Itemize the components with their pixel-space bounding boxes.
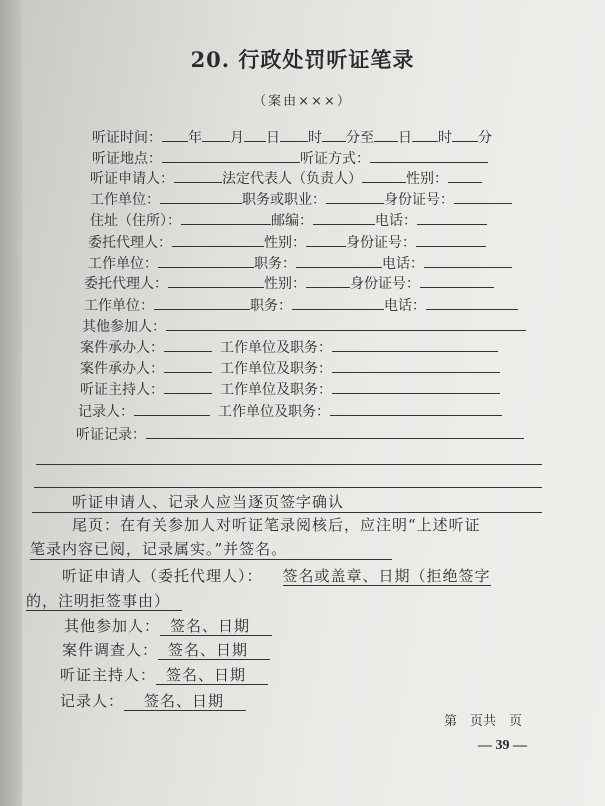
handler1-work-field[interactable] xyxy=(332,337,498,352)
hour-field[interactable] xyxy=(280,127,308,142)
page-count: 第 页共 页 xyxy=(444,714,523,729)
agent2-gender-field[interactable] xyxy=(306,273,350,288)
agent1-label: 委托代理人： xyxy=(88,235,172,251)
handler2-label: 案件承办人： xyxy=(80,361,164,377)
signature-field[interactable]: 签名、日期 xyxy=(156,666,268,685)
host-work-label: 工作单位及职务： xyxy=(220,382,332,398)
page-title: 20. 行政处罚听证笔录 xyxy=(190,47,415,72)
handler2-work-label: 工作单位及职务： xyxy=(220,361,332,377)
hour2-field[interactable] xyxy=(412,127,438,142)
minute2-field[interactable] xyxy=(452,127,478,142)
note-line-1-text: 听证申请人、记录人应当逐页签字确认 xyxy=(72,493,345,511)
agent2-gender-label: 性别： xyxy=(264,276,306,292)
agent2-duty-field[interactable] xyxy=(292,295,384,310)
address-field[interactable] xyxy=(181,210,271,225)
agent1-work-row xyxy=(88,253,512,273)
agent2-phone-field[interactable] xyxy=(426,295,518,310)
minute-to-label: 分至 xyxy=(346,130,374,146)
agent2-duty-label: 职务： xyxy=(250,298,292,314)
agent1-row xyxy=(88,232,486,252)
note-line-3-text: 笔录内容已阅，记录属实。”并签名。 xyxy=(30,540,288,558)
hour-label: 时 xyxy=(308,130,322,146)
binding-edge xyxy=(0,0,22,806)
applicant-work-row xyxy=(90,189,512,209)
applicant-id-field[interactable] xyxy=(454,189,512,204)
agent2-row xyxy=(84,273,494,293)
signature-row-investigator xyxy=(62,641,270,660)
agent2-work-field[interactable] xyxy=(154,295,250,310)
other-participants-field[interactable] xyxy=(166,316,526,331)
note-underline-1 xyxy=(32,512,542,513)
recorder-field[interactable] xyxy=(134,401,210,416)
agent1-phone-label: 电话： xyxy=(382,256,424,272)
host-field[interactable] xyxy=(164,379,212,394)
agent1-gender-field[interactable] xyxy=(306,232,346,247)
agent1-field[interactable] xyxy=(172,232,264,247)
day-field[interactable] xyxy=(244,127,266,142)
recorder-work-field[interactable] xyxy=(330,401,502,416)
note-line-1 xyxy=(72,493,344,511)
recorder-label: 记录人： xyxy=(78,404,134,420)
handler1-label: 案件承办人： xyxy=(80,340,164,356)
agent2-work-row xyxy=(84,295,518,315)
host-row xyxy=(80,379,500,399)
recorder-work-label: 工作单位及职务： xyxy=(218,404,330,420)
note-line-3 xyxy=(30,540,287,558)
minute-field[interactable] xyxy=(322,127,346,142)
agent1-work-field[interactable] xyxy=(158,253,254,268)
signature-label: 记录人： xyxy=(60,692,125,710)
applicant-work-field[interactable] xyxy=(160,189,242,204)
host-label: 听证主持人： xyxy=(80,382,164,398)
agent1-work-label: 工作单位： xyxy=(88,256,158,272)
record-field[interactable] xyxy=(146,424,524,439)
applicant-id-label: 身份证号： xyxy=(384,192,454,208)
agent1-duty-field[interactable] xyxy=(296,253,382,268)
note-line-4-text: 签名或盖章、日期（拒绝签字 xyxy=(282,567,491,585)
applicant-row xyxy=(90,168,482,188)
month-field[interactable] xyxy=(202,127,230,142)
handler1-field[interactable] xyxy=(164,337,212,352)
signature-label: 听证主持人： xyxy=(60,666,157,684)
note-line-5 xyxy=(26,592,182,611)
hearing-time-row xyxy=(92,127,492,147)
agent2-id-field[interactable] xyxy=(420,273,494,288)
case-subtitle: （案由×××） xyxy=(253,94,352,109)
page-number: — 39 — xyxy=(478,738,527,753)
address-label: 住址（住所）： xyxy=(90,213,181,229)
agent1-duty-label: 职务： xyxy=(254,256,296,272)
record-line-2[interactable] xyxy=(34,487,542,488)
postcode-field[interactable] xyxy=(313,210,375,225)
agent2-id-label: 身份证号： xyxy=(350,276,420,292)
hearing-method-label: 听证方式： xyxy=(300,151,370,167)
handler1-work-label: 工作单位及职务： xyxy=(220,340,332,356)
agent1-id-label: 身份证号： xyxy=(346,235,416,251)
hearing-place-label: 听证地点： xyxy=(92,151,162,167)
day2-label: 日 xyxy=(398,130,412,146)
address-row xyxy=(90,210,487,230)
applicant-work-label: 工作单位： xyxy=(90,192,160,208)
signature-field[interactable]: 签名、日期 xyxy=(158,641,270,660)
agent2-phone-label: 电话： xyxy=(384,298,426,314)
applicant-label: 听证申请人： xyxy=(90,171,174,187)
hearing-method-field[interactable] xyxy=(370,148,488,163)
signature-field[interactable]: 签名、日期 xyxy=(160,617,272,636)
note-line-5-text: 的，注明拒签事由） xyxy=(26,592,182,611)
hearing-place-field[interactable] xyxy=(162,148,300,163)
address-phone-field[interactable] xyxy=(417,210,487,225)
signature-row-other xyxy=(64,617,272,636)
hour2-label: 时 xyxy=(438,130,452,146)
record-row xyxy=(76,424,524,444)
legal-rep-label: 法定代表人（负责人） xyxy=(222,171,362,187)
position-field[interactable] xyxy=(326,189,384,204)
month-label: 月 xyxy=(230,130,244,146)
day2-field[interactable] xyxy=(374,127,398,142)
handler1-row xyxy=(80,337,498,357)
postcode-label: 邮编： xyxy=(271,213,313,229)
legal-rep-field[interactable] xyxy=(362,168,406,183)
signature-row-recorder xyxy=(60,692,246,711)
note-line-2 xyxy=(72,516,481,534)
agent1-phone-field[interactable] xyxy=(424,253,512,268)
note-line-4 xyxy=(62,567,491,586)
hearing-place-row xyxy=(92,148,488,168)
note-line-4-label: 听证申请人（委托代理人）： xyxy=(62,567,263,585)
host-work-field[interactable] xyxy=(332,379,500,394)
signature-label: 其他参加人： xyxy=(64,617,161,635)
day-label: 日 xyxy=(266,130,280,146)
minute2-label: 分 xyxy=(478,130,492,146)
agent1-gender-label: 性别： xyxy=(264,235,306,251)
signature-row-host xyxy=(60,666,268,685)
other-participants-row xyxy=(82,316,526,336)
handler2-work-field[interactable] xyxy=(332,358,500,373)
signature-label: 案件调查人： xyxy=(62,641,159,659)
agent2-field[interactable] xyxy=(168,273,264,288)
address-phone-label: 电话： xyxy=(375,213,417,229)
applicant-gender-label: 性别： xyxy=(406,171,448,187)
handler2-row xyxy=(80,358,500,378)
handler2-field[interactable] xyxy=(164,358,212,373)
agent2-label: 委托代理人： xyxy=(84,276,168,292)
other-participants-label: 其他参加人： xyxy=(82,319,166,335)
record-label: 听证记录： xyxy=(76,427,146,443)
agent2-work-label: 工作单位： xyxy=(84,298,154,314)
note-line-2-text: 尾页：在有关参加人对听证笔录阅核后，应注明“上述听证 xyxy=(72,516,481,534)
hearing-time-label: 听证时间： xyxy=(92,130,162,146)
note-underline-3 xyxy=(30,559,392,560)
applicant-gender-field[interactable] xyxy=(448,168,482,183)
year-field[interactable] xyxy=(162,127,188,142)
record-line-1[interactable] xyxy=(36,464,542,465)
agent1-id-field[interactable] xyxy=(416,232,486,247)
signature-field[interactable]: 签名、日期 xyxy=(124,692,246,711)
year-label: 年 xyxy=(188,130,202,146)
position-label: 职务或职业： xyxy=(242,192,326,208)
recorder-row xyxy=(78,401,502,421)
applicant-field[interactable] xyxy=(174,168,222,183)
